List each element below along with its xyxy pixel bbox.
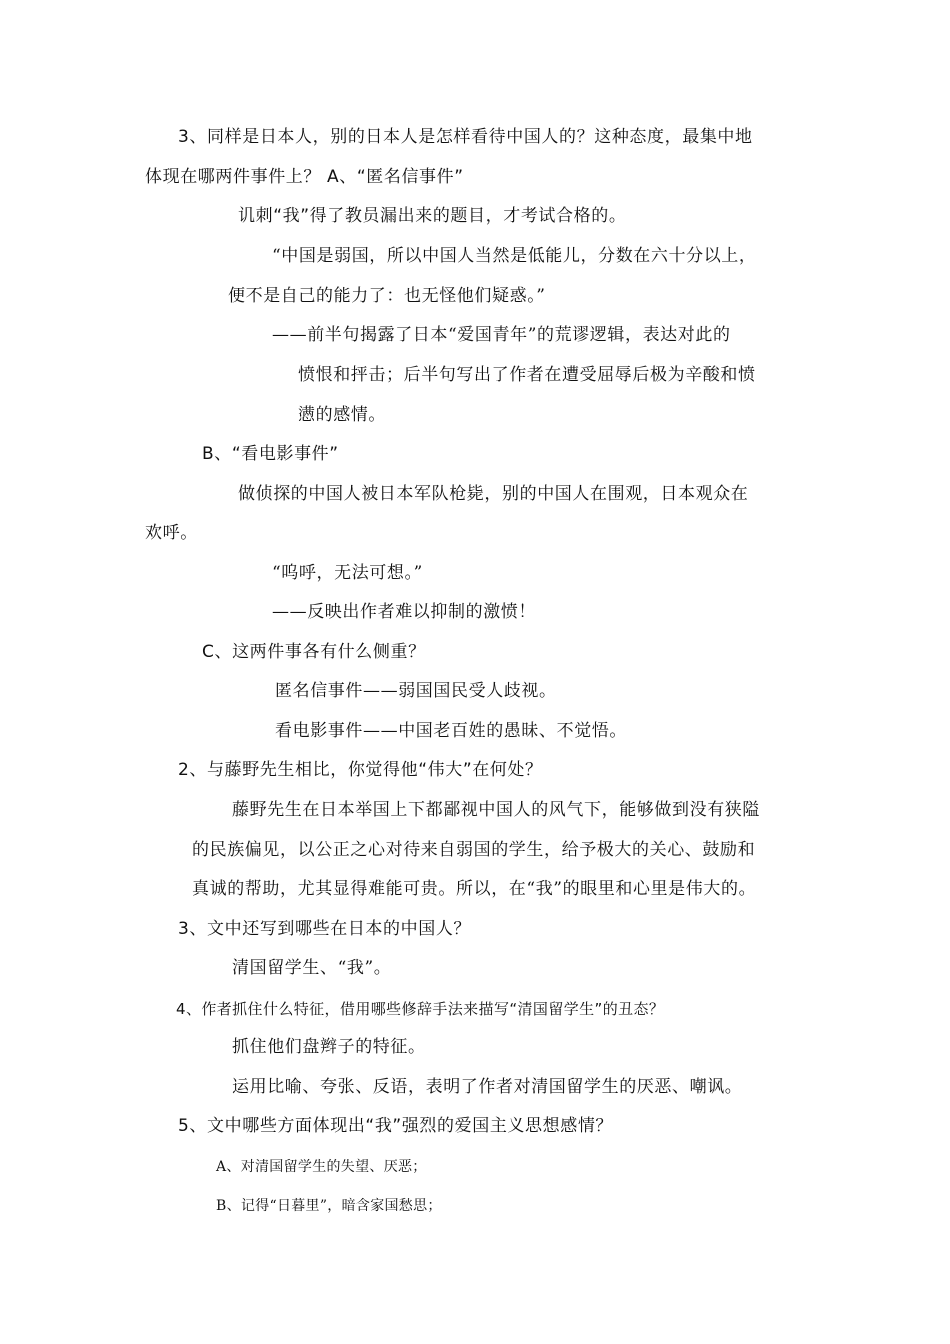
question-3-line-2: 体现在哪两件事件上？ A、“匿名信事件” bbox=[145, 167, 464, 187]
quote-no-way: “呜呼，无法可想。” bbox=[272, 563, 423, 583]
answer-2-line-1: 藤野先生在日本举国上下都鄙视中国人的风气下，能够做到没有狭隘 bbox=[232, 800, 760, 820]
answer-3b: 清国留学生、“我”。 bbox=[232, 958, 392, 978]
anonymous-letter-summary: 讥刺“我”得了教员漏出来的题目，才考试合格的。 bbox=[238, 206, 627, 226]
analysis-line-2: 愤恨和抨击；后半句写出了作者在遭受屈辱后极为辛酸和愤 bbox=[298, 365, 756, 385]
question-5: 5、文中哪些方面体现出“我”强烈的爱国主义思想感情？ bbox=[178, 1116, 614, 1136]
quote-weak-country-line-2: 便不是自己的能力了：也无怪他们疑惑。” bbox=[228, 286, 546, 306]
movie-event-heading: B、“看电影事件” bbox=[202, 444, 339, 464]
answer-4-line-2: 运用比喻、夸张、反语，表明了作者对清国留学生的厌恶、嘲讽。 bbox=[232, 1077, 743, 1097]
question-2: 2、与藤野先生相比，你觉得他“伟大”在何处？ bbox=[178, 760, 543, 780]
answer-5-a: A、对清国留学生的失望、厌恶； bbox=[216, 1159, 427, 1175]
question-4: 4、作者抓住什么特征，借用哪些修辞手法来描写“清国留学生”的丑态？ bbox=[176, 1000, 665, 1018]
answer-movie-event: 看电影事件——中国老百姓的愚昧、不觉悟。 bbox=[275, 721, 627, 741]
answer-4-line-1: 抓住他们盘辫子的特征。 bbox=[232, 1037, 426, 1057]
answer-anonymous-letter: 匿名信事件——弱国国民受人歧视。 bbox=[275, 681, 557, 701]
answer-2-line-2: 的民族偏见，以公正之心对待来自弱国的学生，给予极大的关心、鼓励和 bbox=[192, 840, 756, 860]
movie-event-summary-line-2: 欢呼。 bbox=[145, 523, 198, 543]
answer-2-line-3: 真诚的帮助，尤其显得难能可贵。所以，在“我”的眼里和心里是伟大的。 bbox=[192, 879, 757, 899]
analysis-line-1: ——前半句揭露了日本“爱国青年”的荒谬逻辑，表达对此的 bbox=[272, 325, 731, 345]
answer-5-b: B、记得“日暮里”，暗含家国愁思； bbox=[216, 1198, 442, 1214]
question-3b: 3、文中还写到哪些在日本的中国人？ bbox=[178, 919, 472, 939]
analysis-line-3: 懑的感情。 bbox=[298, 405, 386, 425]
question-c: C、这两件事各有什么侧重？ bbox=[202, 642, 426, 662]
question-3-line-1: 3、同样是日本人，别的日本人是怎样看待中国人的？这种态度，最集中地 bbox=[178, 127, 753, 147]
movie-event-summary-line-1: 做侦探的中国人被日本军队枪毙，别的中国人在围观，日本观众在 bbox=[238, 484, 749, 504]
movie-analysis: ——反映出作者难以抑制的激愤！ bbox=[272, 602, 536, 622]
quote-weak-country-line-1: “中国是弱国，所以中国人当然是低能儿，分数在六十分以上， bbox=[272, 246, 757, 266]
